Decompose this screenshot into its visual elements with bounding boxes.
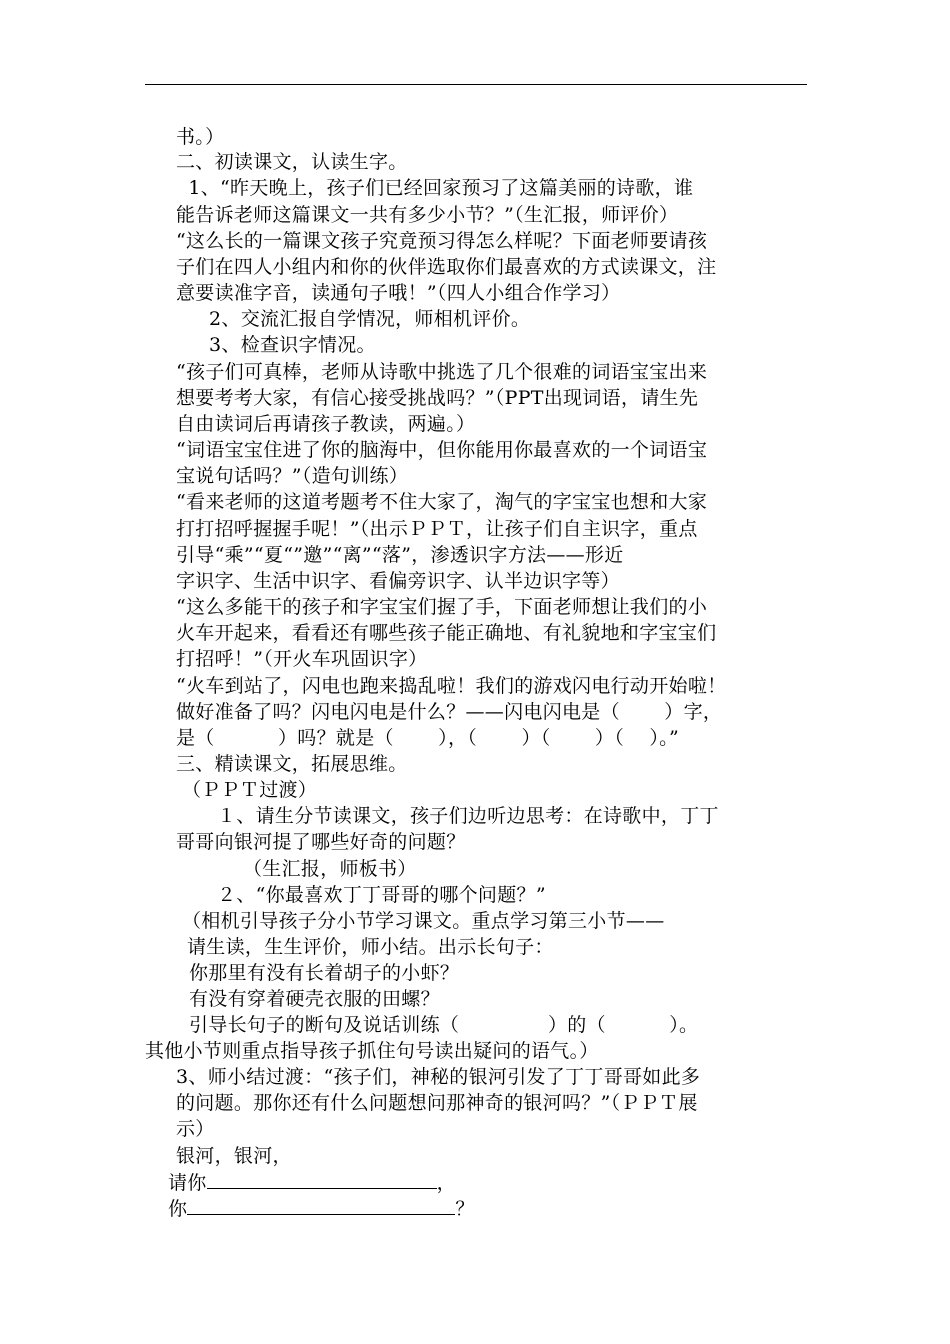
text-line: 引导“乘”“夏“”邀”“离”“落”，渗透识字方法——形近 <box>176 544 624 566</box>
text-line: “这么长的一篇课文孩子究竟预习得怎么样呢？下面老师要请孩 <box>176 230 708 252</box>
text-line: １、请生分节读课文，孩子们边听边思考：在诗歌中，丁丁 <box>217 805 719 827</box>
text-line: （ＰＰＴ过渡） <box>182 779 318 801</box>
text-line: 做好准备了吗？闪电闪电是什么？——闪电闪电是（ ）字， <box>176 701 723 723</box>
text-line: 自由读词后再请孩子教读，两遍。） <box>176 413 476 435</box>
section-heading: 二、初读课文，认读生字。 <box>176 151 408 173</box>
text-line: “看来老师的这道考题考不住大家了，淘气的字宝宝也想和大家 <box>176 491 708 513</box>
poem-fill-line-2 <box>168 1196 475 1221</box>
text-line: 能告诉老师这篇课文一共有多少小节？”（生汇报，师评价） <box>176 204 679 226</box>
example-sentence: 有没有穿着硬壳衣服的田螺？ <box>189 988 440 1010</box>
text-line: 请生读，生生评价，师小结。出示长句子： <box>187 936 554 958</box>
text-line: 打打招呼握握手呢！”（出示ＰＰＴ，让孩子们自主识字，重点 <box>176 518 698 540</box>
text-line: 3、检查识字情况。 <box>209 334 376 356</box>
text-line: 火车开起来，看看还有哪些孩子能正确地、有礼貌地和字宝宝们 <box>176 622 717 644</box>
text-line: “这么多能干的孩子和字宝宝们握了手，下面老师想让我们的小 <box>176 596 708 618</box>
section-heading: 三、精读课文，拓展思维。 <box>176 753 408 775</box>
poem-line-prefix: 请你 <box>168 1172 207 1194</box>
header-rule <box>145 84 807 85</box>
text-line: ２、“你最喜欢丁丁哥哥的哪个问题？” <box>217 884 546 906</box>
text-line: 宝说句话吗？”（造句训练） <box>176 465 409 487</box>
text-line: 子们在四人小组内和你的伙伴选取你们最喜欢的方式读课文，注 <box>176 256 717 278</box>
text-line: “词语宝宝住进了你的脑海中，但你能用你最喜欢的一个词语宝 <box>176 439 708 461</box>
poem-line-suffix: ？ <box>455 1198 475 1220</box>
text-line: 字识字、生活中识字、看偏旁识字、认半边识字等） <box>176 570 620 592</box>
poem-line-suffix: ， <box>436 1172 456 1194</box>
text-line: 其他小节则重点指导孩子抓住句号读出疑问的语气。） <box>145 1040 599 1062</box>
text-line: 示） <box>176 1118 215 1140</box>
text-line: （生汇报，师板书） <box>243 858 417 880</box>
text-line: 引导长句子的断句及说话训练（ ）的（ ）。 <box>189 1014 699 1036</box>
text-line: 想要考考大家，有信心接受挑战吗？”（PPT出现词语，请生先 <box>176 387 699 409</box>
text-line: 的问题。那你还有什么问题想问那神奇的银河吗？”（ＰＰＴ展 <box>176 1092 698 1114</box>
text-line: 是（ ）吗？就是（ ），（ ）（ ）（ ）。” <box>176 727 679 749</box>
text-line: “火车到站了，闪电也跑来捣乱啦！我们的游戏闪电行动开始啦！ <box>176 675 727 697</box>
text-line: 1、“昨天晚上，孩子们已经回家预习了这篇美丽的诗歌，谁 <box>182 177 694 199</box>
text-line: 打招呼！”（开火车巩固识字） <box>176 648 428 670</box>
answer-blank <box>187 1196 455 1215</box>
text-line: 2、交流汇报自学情况，师相机评价。 <box>209 308 531 330</box>
text-line: 意要读准字音，读通句子哦！”（四人小组合作学习） <box>176 282 621 304</box>
poem-line-prefix: 你 <box>168 1198 188 1220</box>
poem-fill-line-1 <box>168 1170 456 1195</box>
poem-line: 银河，银河， <box>176 1145 292 1167</box>
text-line: “孩子们可真棒，老师从诗歌中挑选了几个很难的词语宝宝出来 <box>176 361 708 383</box>
answer-blank <box>207 1170 437 1189</box>
example-sentence: 你那里有没有长着胡子的小虾？ <box>189 962 460 984</box>
text-line: （相机引导孩子分小节学习课文。重点学习第三小节—— <box>182 910 665 932</box>
text-line: 哥哥向银河提了哪些好奇的问题？ <box>176 831 466 853</box>
text-line: 3、师小结过渡：“孩子们，神秘的银河引发了丁丁哥哥如此多 <box>176 1066 701 1088</box>
text-line: 书。） <box>176 126 225 148</box>
